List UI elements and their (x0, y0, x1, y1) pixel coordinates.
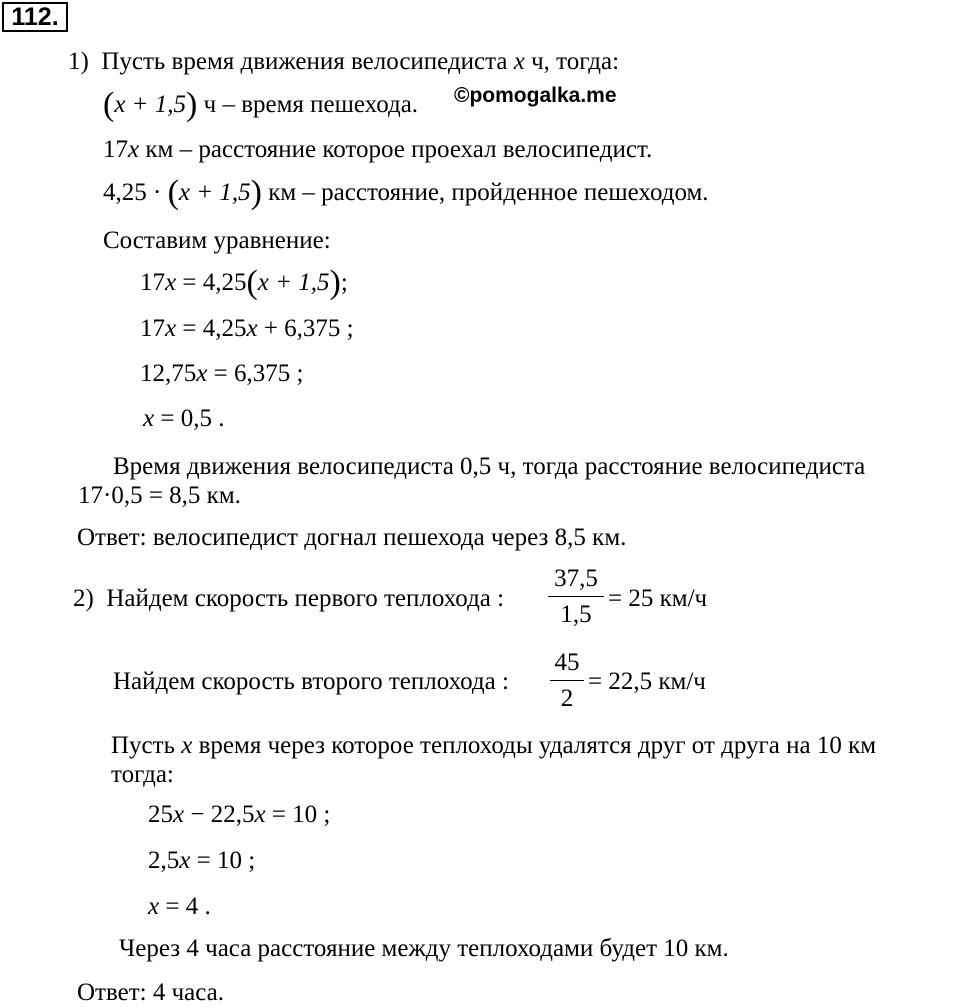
part1-intro-text: Пусть время движения велосипедиста (101, 48, 508, 75)
part1-intro-var: x (513, 48, 525, 75)
speed1-numerator: 37,5 (554, 565, 598, 592)
equation-intro: Составим уравнение: (103, 227, 331, 254)
speed1-text: Найдем скорость первого теплохода : (106, 585, 505, 612)
part1-answer: Ответ: велосипедист догнал пешехода через 8,5 км. (77, 524, 627, 551)
speed2-denominator: 2 (560, 685, 574, 712)
cyc-dist-coef: 17 (103, 136, 128, 163)
speed2-fraction (550, 649, 584, 713)
speed2-result: = 22,5 км/ч (588, 668, 706, 695)
p2-eq1-a: 25 (148, 801, 173, 828)
part2-answer: Ответ: 4 часа. (77, 979, 225, 1006)
speed1-fraction (548, 565, 604, 629)
ped-dist-text: км – расстояние, пройденное пешеходом. (268, 179, 709, 206)
eq2-c: + 6,375 ; (257, 315, 354, 342)
let-line1-a: Пусть (111, 732, 175, 759)
part1-intro (68, 47, 619, 77)
eq4-b: = 0,5 . (154, 405, 225, 432)
speed2-fraction-bar (550, 680, 584, 681)
part1-intro-tail: ч, тогда: (531, 48, 620, 75)
speed2-text: Найдем скорость второго теплохода : (113, 668, 509, 695)
part1-conclusion-line1: Время движения велосипедиста 0,5 ч, тогда расстояние велосипедиста (113, 453, 866, 480)
pedestrian-distance-line: 4,25 · (x + 1,5) км – расстояние, пройденное пешеходом. (103, 174, 709, 211)
ped-dist-expr: x + 1,5 (178, 179, 251, 206)
cyc-dist-text: км – расстояние которое проехал велосипедист. (145, 136, 653, 163)
equation-4: x = 0,5 . (143, 405, 225, 432)
part2-conclusion: Через 4 часа расстояние между теплоходами будет 10 км. (119, 935, 729, 962)
pedestrian-time-line: (x + 1,5) ч – время пешехода. (103, 86, 419, 123)
speed1-result: = 25 км/ч (608, 585, 708, 612)
eq3-b: = 6,375 ; (207, 360, 304, 387)
speed1-fraction-bar (548, 596, 604, 597)
eq3-a: 12,75 (140, 360, 197, 387)
p2-eq2-b: = 10 ; (190, 847, 256, 874)
p2-eq1-b: − 22,5 (184, 801, 255, 828)
part2-equation-2: 2,5x = 10 ; (148, 847, 256, 874)
part2-marker: 2) (73, 585, 94, 612)
part2-let-line1 (111, 731, 876, 761)
p2-eq1-c: = 10 ; (265, 801, 331, 828)
ped-time-text: ч – время пешехода. (203, 91, 419, 118)
equation-2: 17x = 4,25x + 6,375 ; (140, 315, 354, 342)
eq1-mid: = 4,25 (176, 269, 247, 296)
part2-equation-1: 25x − 22,5x = 10 ; (148, 801, 331, 828)
let-line1-b: время через которое теплоходы удалятся друг от друга на 10 км (198, 732, 877, 759)
eq1-inner: x + 1,5 (257, 269, 330, 296)
ped-time-expr: x + 1,5 (114, 91, 187, 118)
eq1-lhs-coef: 17 (140, 269, 165, 296)
speed1-denominator: 1,5 (560, 601, 592, 628)
let-line1-var: x (181, 732, 193, 759)
equation-1: 17x = 4,25(x + 1,5); (140, 264, 348, 301)
part2-let-line2: тогда: (111, 761, 174, 788)
equation-3: 12,75x = 6,375 ; (140, 360, 304, 387)
cyclist-distance-line (103, 135, 652, 165)
part2-equation-3: x = 4 . (148, 893, 211, 920)
speed2-numerator: 45 (554, 649, 580, 676)
ped-dist-coef: 4,25 · (103, 179, 162, 206)
p2-eq3-b: = 4 . (159, 893, 211, 920)
problem-number: 112. (2, 2, 68, 32)
cyc-dist-var: x (128, 136, 140, 163)
part1-marker: 1) (68, 48, 89, 75)
eq2-a: 17 (140, 315, 165, 342)
part1-conclusion-line2: 17·0,5 = 8,5 км. (78, 482, 241, 509)
speed1-line (73, 584, 504, 614)
watermark: ©pomogalka.me (454, 84, 617, 107)
eq1-end: ; (340, 269, 348, 296)
eq2-b: = 4,25 (176, 315, 247, 342)
p2-eq2-a: 2,5 (148, 847, 180, 874)
